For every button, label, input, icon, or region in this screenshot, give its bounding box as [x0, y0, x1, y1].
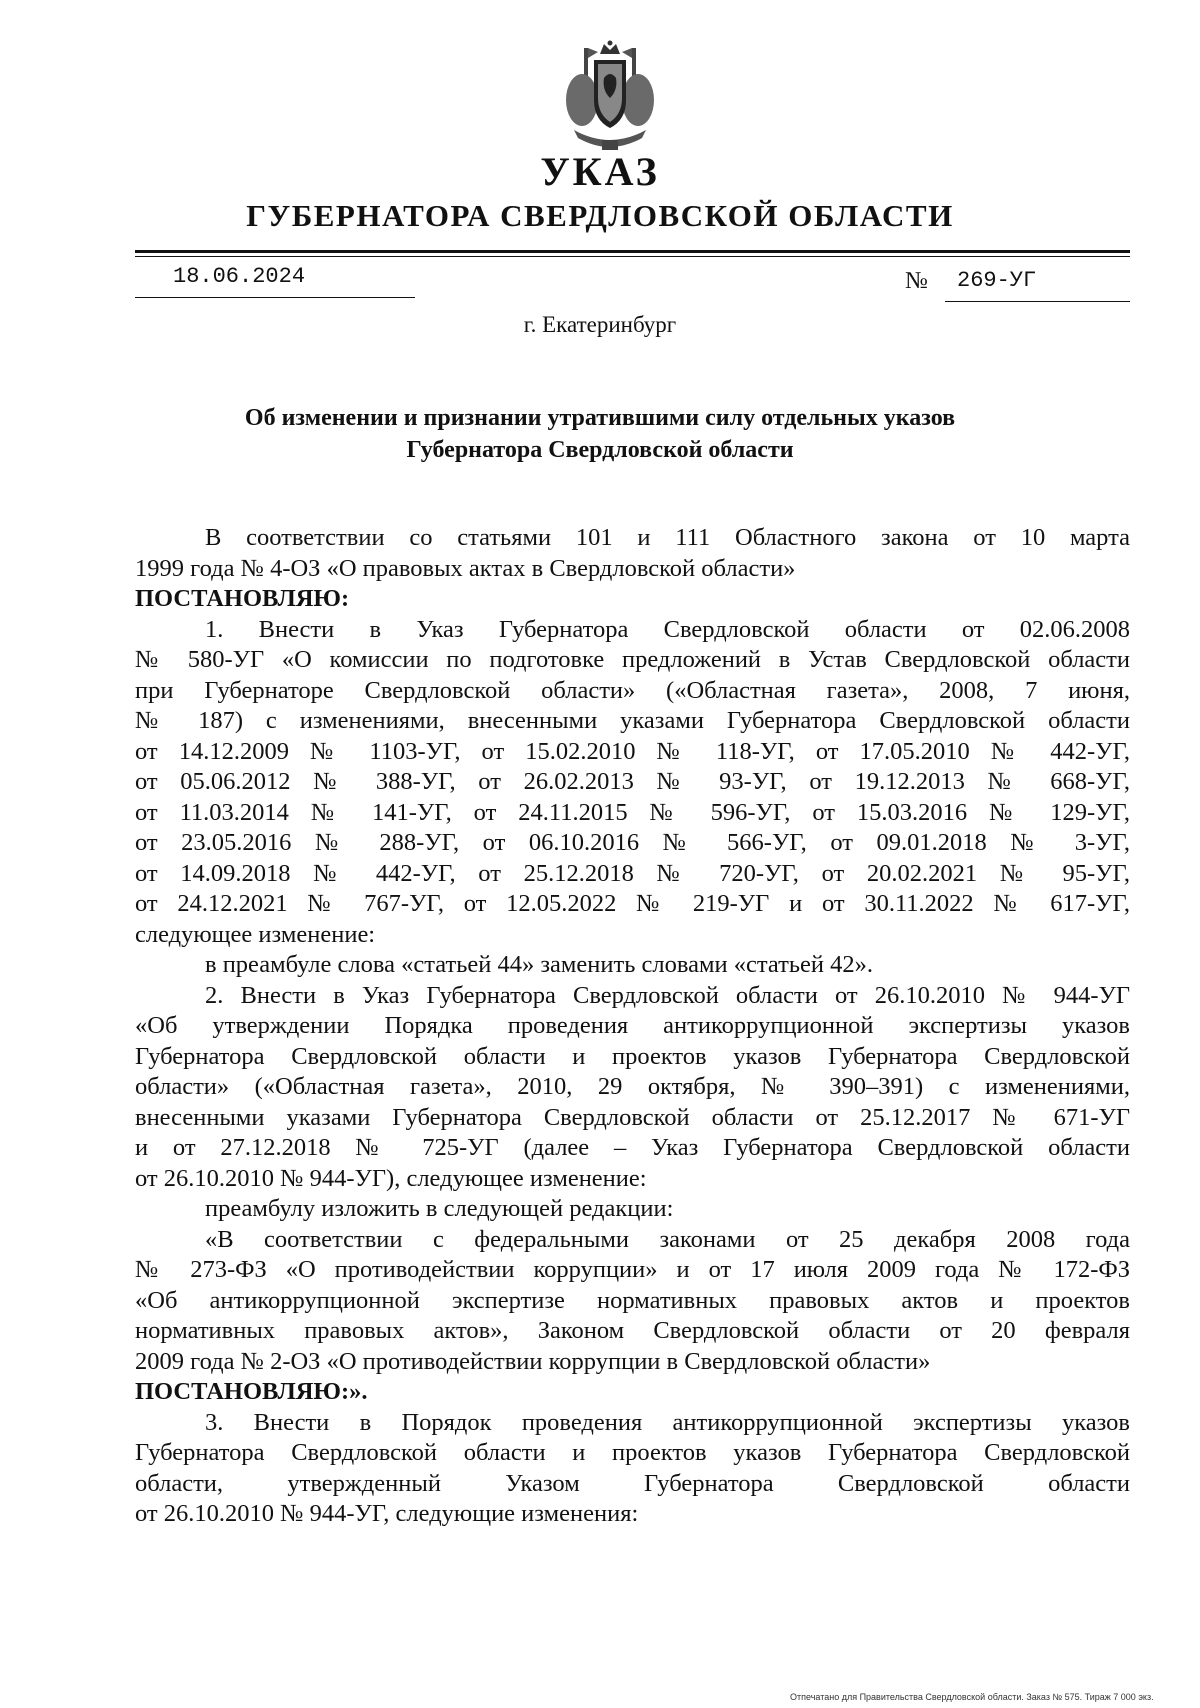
item-2-line: «Об утверждении Порядка проведения антикоррупционной экспертизы указов [135, 1012, 1130, 1039]
item-1-line: от 14.09.2018 № 442-УГ, от 25.12.2018 № 720-УГ, от 20.02.2021 № 95-УГ, [135, 859, 1130, 887]
number-sign: № [905, 268, 928, 294]
item-1-line: № 187) с изменениями, внесенными указами Губернатора Свердловской области [135, 707, 1130, 734]
item-3-line: 3. Внести в Порядок проведения антикоррупционной экспертизы указов [205, 1408, 1130, 1436]
header-rule-thin [135, 256, 1130, 257]
document-body [135, 523, 1130, 1530]
item-1-line: от 05.06.2012 № 388-УГ, от 26.02.2013 № 93-УГ, от 19.12.2013 № 668-УГ, [135, 768, 1130, 795]
coat-of-arms-emblem [562, 40, 658, 160]
item-1-change: в преамбуле слова «статьей 44» заменить словами «статьей 42». [205, 951, 873, 978]
item-2-line: внесенными указами Губернатора Свердловской области от 25.12.2017 № 671-УГ [135, 1103, 1130, 1131]
header-rule-thick [135, 250, 1130, 253]
quote-line: нормативных правовых актов», Законом Свердловской области от 20 февраля [135, 1317, 1130, 1344]
item-1-line: от 14.12.2009 № 1103-УГ, от 15.02.2010 № 118-УГ, от 17.05.2010 № 442-УГ, [135, 737, 1130, 765]
document-subject [0, 402, 1200, 466]
city: г. Екатеринбург [523, 312, 677, 337]
item-1-line: 1. Внести в Указ Губернатора Свердловской области от 02.06.2008 [205, 615, 1130, 643]
item-1-line: № 580-УГ «О комиссии по подготовке предложений в Устав Свердловской области [135, 646, 1130, 673]
item-3-line: области, утвержденный Указом Губернатора Свердловской области [135, 1469, 1130, 1497]
print-footer: Отпечатано для Правительства Свердловской области. Заказ № 575. Тираж 7 000 экз. [790, 1692, 1154, 1702]
document-date: 18.06.2024 [135, 264, 415, 298]
item-2-line: и от 27.12.2018 № 725-УГ (далее – Указ Губернатора Свердловской области [135, 1134, 1130, 1161]
quote-line: № 273-ФЗ «О противодействии коррупции» и от 17 июля 2009 года № 172-ФЗ [135, 1256, 1130, 1283]
quote-line: «Об антикоррупционной экспертизе нормативных правовых актов и проектов [135, 1286, 1130, 1314]
quote-line: «В соответствии с федеральными законами от 25 декабря 2008 года [205, 1225, 1130, 1253]
item-1-line: следующее изменение: [135, 920, 376, 948]
item-2-change: преамбулу изложить в следующей редакции: [205, 1195, 674, 1222]
item-2-line: Губернатора Свердловской области и проектов указов Губернатора Свердловской [135, 1042, 1130, 1070]
decree-word: ПОСТАНОВЛЯЮ: [135, 585, 350, 612]
item-2-line: от 26.10.2010 № 944-УГ), следующее изменение: [135, 1164, 647, 1192]
document-title: УКАЗ [540, 149, 660, 194]
item-1-line: от 11.03.2014 № 141-УГ, от 24.11.2015 № 596-УГ, от 15.03.2016 № 129-УГ, [135, 798, 1130, 826]
document-subtitle: ГУБЕРНАТОРА СВЕРДЛОВСКОЙ ОБЛАСТИ [246, 198, 954, 233]
subject-line: Об изменении и признании утратившими силу отдельных указов [244, 405, 956, 431]
item-2-line: 2. Внести в Указ Губернатора Свердловской области от 26.10.2010 № 944-УГ [205, 981, 1130, 1009]
preamble-line: В соответствии со статьями 101 и 111 Областного закона от 10 марта [205, 524, 1130, 551]
item-3-line: от 26.10.2010 № 944-УГ, следующие изменения: [135, 1500, 639, 1527]
item-1-line: от 24.12.2021 № 767-УГ, от 12.05.2022 № 219-УГ и от 30.11.2022 № 617-УГ, [135, 890, 1130, 917]
item-2-line: области» («Областная газета», 2010, 29 октября, № 390–391) с изменениями, [135, 1073, 1130, 1100]
document-number-block [905, 268, 1130, 302]
item-3-line: Губернатора Свердловской области и проектов указов Губернатора Свердловской [135, 1439, 1130, 1466]
item-1-line: при Губернаторе Свердловской области» («Областная газета», 2008, 7 июня, [135, 676, 1130, 704]
document-number: 269-УГ [945, 268, 1130, 302]
item-1-line: от 23.05.2016 № 288-УГ, от 06.10.2016 № 566-УГ, от 09.01.2018 № 3-УГ, [135, 829, 1130, 856]
quote-line: 2009 года № 2-ОЗ «О противодействии коррупции в Свердловской области» [135, 1347, 931, 1375]
subject-line: Губернатора Свердловской области [406, 437, 794, 463]
preamble-line: 1999 года № 4-ОЗ «О правовых актах в Свердловской области» [135, 554, 796, 582]
quote-decree-word: ПОСТАНОВЛЯЮ:». [135, 1378, 368, 1405]
